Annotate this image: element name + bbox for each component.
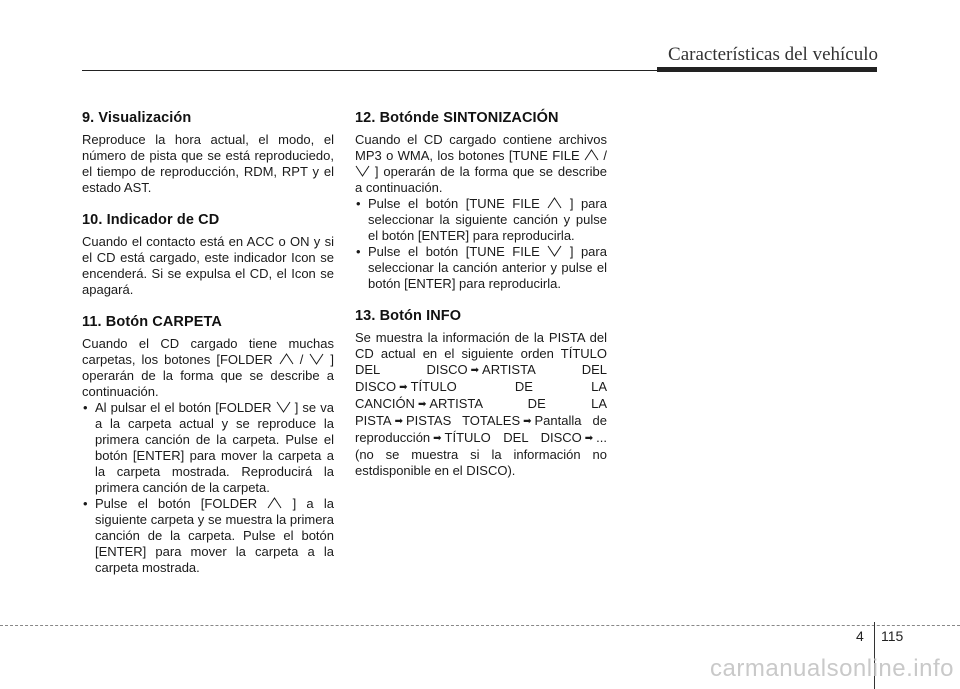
- section-sintonizacion: [355, 110, 607, 292]
- section-body: Reproduce la hora actual, el modo, el número de pista que se está reproduciedo, el tiempo de reproducción, RDM, RPT y el estado AST.: [82, 132, 334, 195]
- section-heading: 12. Botónde SINTONIZACIÓN: [355, 110, 559, 126]
- header-title: Características del vehículo: [668, 44, 878, 65]
- header-rule: [82, 70, 657, 71]
- section-body: Cuando el CD cargado contiene archivos MP3 o WMA, los botones [TUNE FILE / ] operarán de la forma que se describe a continuación.: [355, 132, 607, 195]
- arrow-right-icon: ➡: [523, 416, 532, 427]
- right-column: [355, 110, 607, 495]
- section-body: Cuando el CD cargado tiene muchas carpetas, los botones [FOLDER / ] operarán de la forma que se describe a continuación.: [82, 336, 335, 399]
- list-item: • Pulse el botón [FOLDER ] a la siguiente carpeta y se muestra la primera canción de la carpeta. Pulse el botón [ENTER] para mover la carpeta a la carpeta mostrada.: [82, 496, 334, 576]
- arrow-right-icon: ➡: [470, 365, 480, 376]
- chevron-up-icon: [279, 353, 294, 365]
- chapter-number: 4: [856, 628, 864, 644]
- list-item: • Pulse el botón [TUNE FILE ] para seleccionar la siguiente canción y pulse el botón [ENTER] para reproducirla.: [355, 196, 607, 244]
- arrow-right-icon: ➡: [399, 382, 408, 393]
- watermark: carmanualsonline.info: [710, 655, 954, 682]
- left-column: [82, 110, 334, 592]
- section-indicador-cd: [82, 212, 334, 298]
- section-visualizacion: [82, 110, 334, 196]
- section-boton-info: [355, 308, 607, 479]
- arrow-right-icon: ➡: [417, 399, 427, 410]
- chevron-up-icon: [584, 149, 599, 161]
- section-heading: 11. Botón CARPETA: [82, 314, 222, 330]
- arrow-right-icon: ➡: [433, 433, 442, 444]
- bullet-list: [82, 400, 334, 576]
- footer-rule: [0, 625, 960, 626]
- page-number: 115: [881, 628, 904, 644]
- chevron-down-icon: [276, 401, 291, 413]
- bullet-list: [355, 196, 607, 292]
- section-body: Se muestra la información de la PISTA del CD actual en el siguiente orden TÍTULO DEL DISCO ➡ ARTISTA DEL DISCO ➡ TÍTULO DE LA CANCIÓN ➡ ARTISTA DE LA PISTA ➡ PISTAS TOTALES ➡ Pantalla de reproducción ➡ TÍTULO DEL DISCO ➡ ... (no se muestra si la información no estdisponible en el DISCO).: [355, 330, 607, 478]
- section-heading: 10. Indicador de CD: [82, 212, 220, 228]
- chevron-up-icon: [267, 497, 282, 509]
- chevron-down-icon: [547, 245, 562, 257]
- chevron-up-icon: [547, 197, 562, 209]
- chevron-down-icon: [355, 165, 370, 177]
- section-heading: 13. Botón INFO: [355, 308, 462, 324]
- arrow-right-icon: ➡: [394, 416, 403, 427]
- list-item: • Al pulsar el el botón [FOLDER ] se va a la carpeta actual y se reproduce la primera canción de la carpeta. Pulse el botón [ENTER] para mover la carpeta a la carpeta mostrada. Reproducirá la primera canción de la carpeta.: [82, 400, 334, 496]
- section-boton-carpeta: [82, 314, 334, 576]
- arrow-right-icon: ➡: [584, 433, 594, 444]
- section-body: Cuando el contacto está en ACC o ON y si el CD está cargado, este indicador Icon se encenderá. Si se expulsa el CD, el Icon se apagará.: [82, 234, 334, 297]
- header-rule-accent: [657, 67, 877, 72]
- list-item: • Pulse el botón [TUNE FILE ] para seleccionar la canción anterior y pulse el botón [ENTER] para reproducirla.: [355, 244, 607, 292]
- section-heading: 9. Visualización: [82, 110, 192, 126]
- chevron-down-icon: [309, 353, 324, 365]
